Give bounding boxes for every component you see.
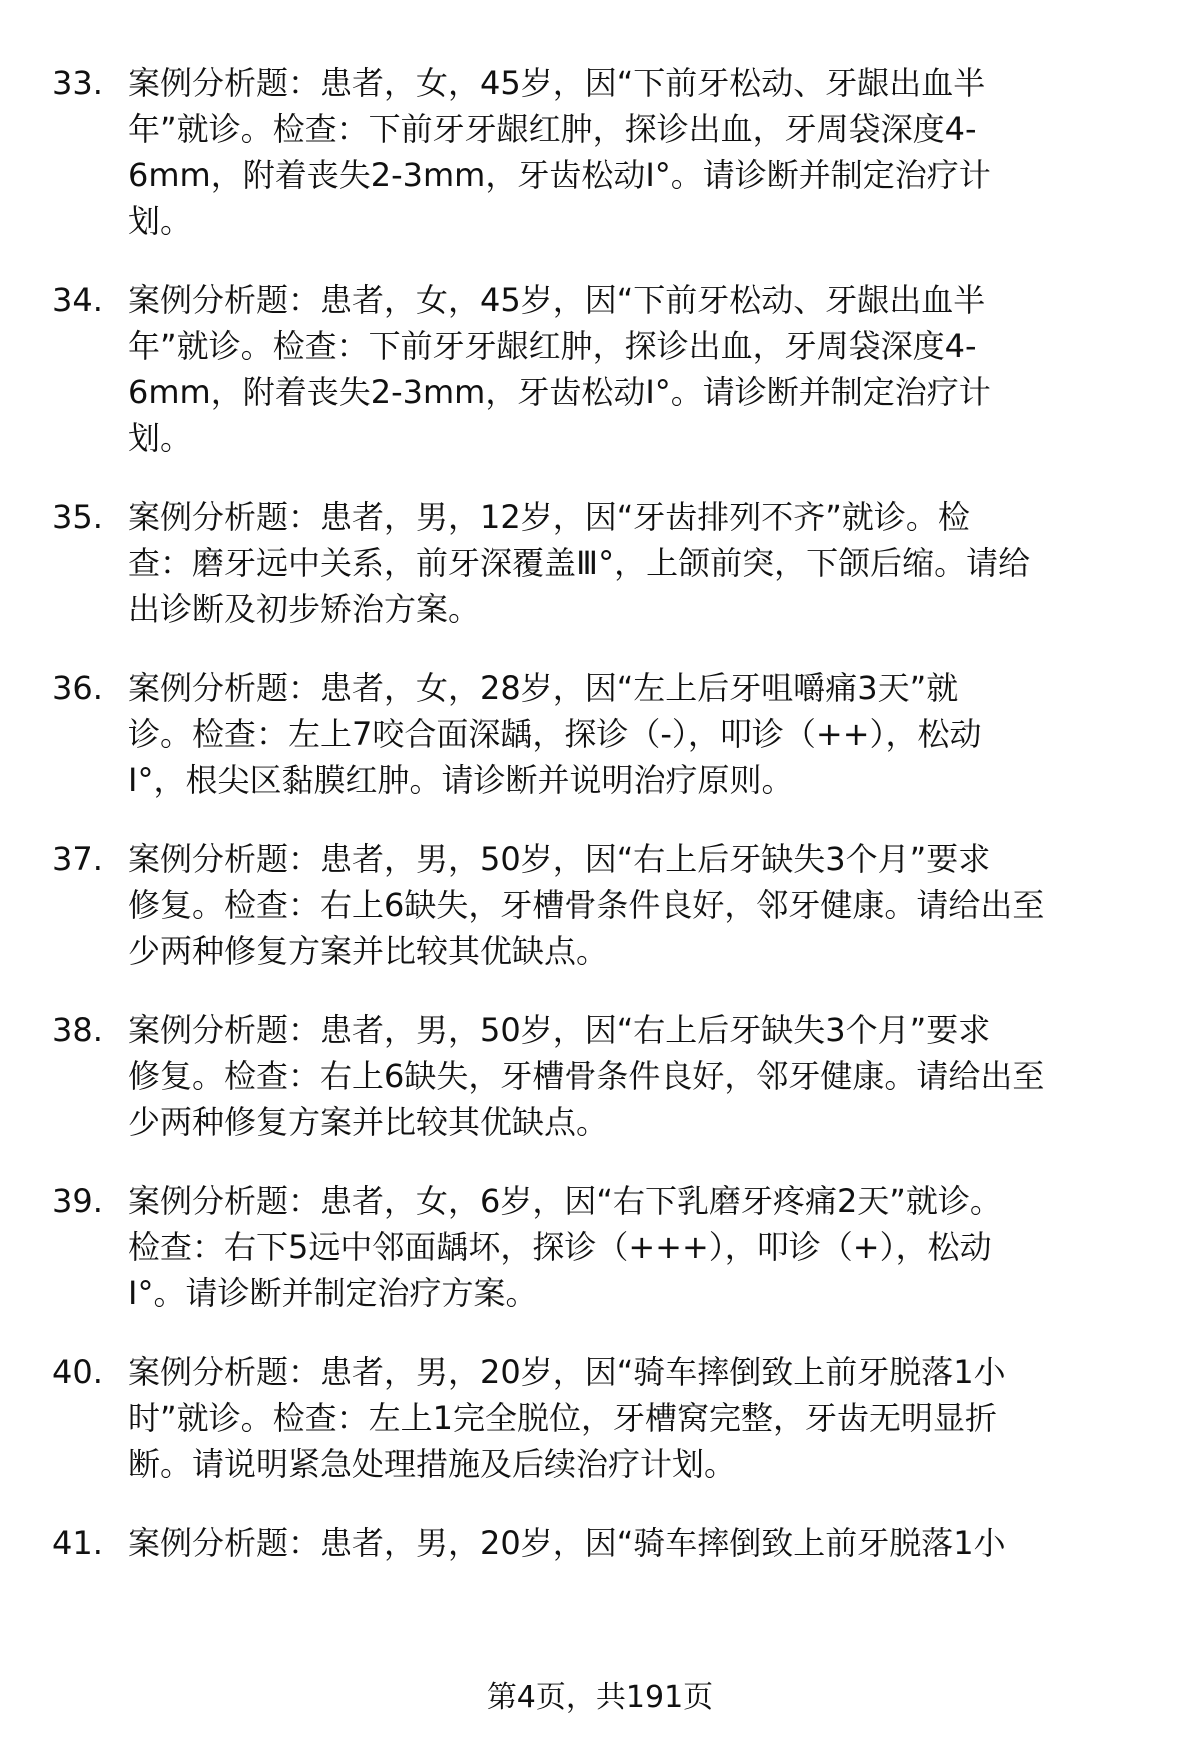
question-number: 41. xyxy=(52,1524,103,1562)
question-text: 案例分析题：患者，男，20岁，因“骑车摔倒致上前牙脱落1小 xyxy=(128,1524,1006,1562)
question-item xyxy=(52,665,1162,803)
question-number: 37. xyxy=(52,840,103,878)
question-item xyxy=(52,277,1162,461)
question-item xyxy=(52,494,1162,632)
question-text: 案例分析题：患者，女，28岁，因“左上后牙咀嚼痛3天”就 诊。检查：左上7咬合面深龋，探诊（-），叩诊（++），松动 Ⅰ°，根尖区黏膜红肿。请诊断并说明治疗原则。 xyxy=(128,669,982,799)
question-item xyxy=(52,1178,1162,1316)
question-number: 39. xyxy=(52,1182,103,1220)
question-item xyxy=(52,1520,1162,1566)
question-text: 案例分析题：患者，男，50岁，因“右上后牙缺失3个月”要求 修复。检查：右上6缺失，牙槽骨条件良好，邻牙健康。请给出至 少两种修复方案并比较其优缺点。 xyxy=(128,1011,1045,1141)
question-text: 案例分析题：患者，女，45岁，因“下前牙松动、牙龈出血半 年”就诊。检查：下前牙牙龈红肿，探诊出血，牙周袋深度4- 6mm，附着丧失2-3mm，牙齿松动Ⅰ°。请诊断并制定治疗计 划。 xyxy=(128,64,991,240)
page-footer: 第4页，共191页 xyxy=(486,1680,714,1715)
question-item xyxy=(52,1349,1162,1487)
question-item xyxy=(52,1007,1162,1145)
question-list xyxy=(52,60,1162,1599)
question-item xyxy=(52,60,1162,244)
question-text: 案例分析题：患者，男，50岁，因“右上后牙缺失3个月”要求 修复。检查：右上6缺失，牙槽骨条件良好，邻牙健康。请给出至 少两种修复方案并比较其优缺点。 xyxy=(128,840,1045,970)
question-text: 案例分析题：患者，男，12岁，因“牙齿排列不齐”就诊。检 查：磨牙远中关系，前牙深覆盖Ⅲ°，上颌前突，下颌后缩。请给 出诊断及初步矫治方案。 xyxy=(128,498,1031,628)
question-number: 33. xyxy=(52,64,103,102)
question-number: 34. xyxy=(52,281,103,319)
question-text: 案例分析题：患者，女，6岁，因“右下乳磨牙疼痛2天”就诊。 检查：右下5远中邻面龋坏，探诊（+++），叩诊（+），松动 Ⅰ°。请诊断并制定治疗方案。 xyxy=(128,1182,1002,1312)
question-text: 案例分析题：患者，女，45岁，因“下前牙松动、牙龈出血半 年”就诊。检查：下前牙牙龈红肿，探诊出血，牙周袋深度4- 6mm，附着丧失2-3mm，牙齿松动Ⅰ°。请诊断并制定治疗计 划。 xyxy=(128,281,991,457)
question-number: 38. xyxy=(52,1011,103,1049)
question-text: 案例分析题：患者，男，20岁，因“骑车摔倒致上前牙脱落1小 时”就诊。检查：左上1完全脱位，牙槽窝完整，牙齿无明显折 断。请说明紧急处理措施及后续治疗计划。 xyxy=(128,1353,1006,1483)
question-number: 36. xyxy=(52,669,103,707)
question-item xyxy=(52,836,1162,974)
question-number: 35. xyxy=(52,498,103,536)
question-number: 40. xyxy=(52,1353,103,1391)
